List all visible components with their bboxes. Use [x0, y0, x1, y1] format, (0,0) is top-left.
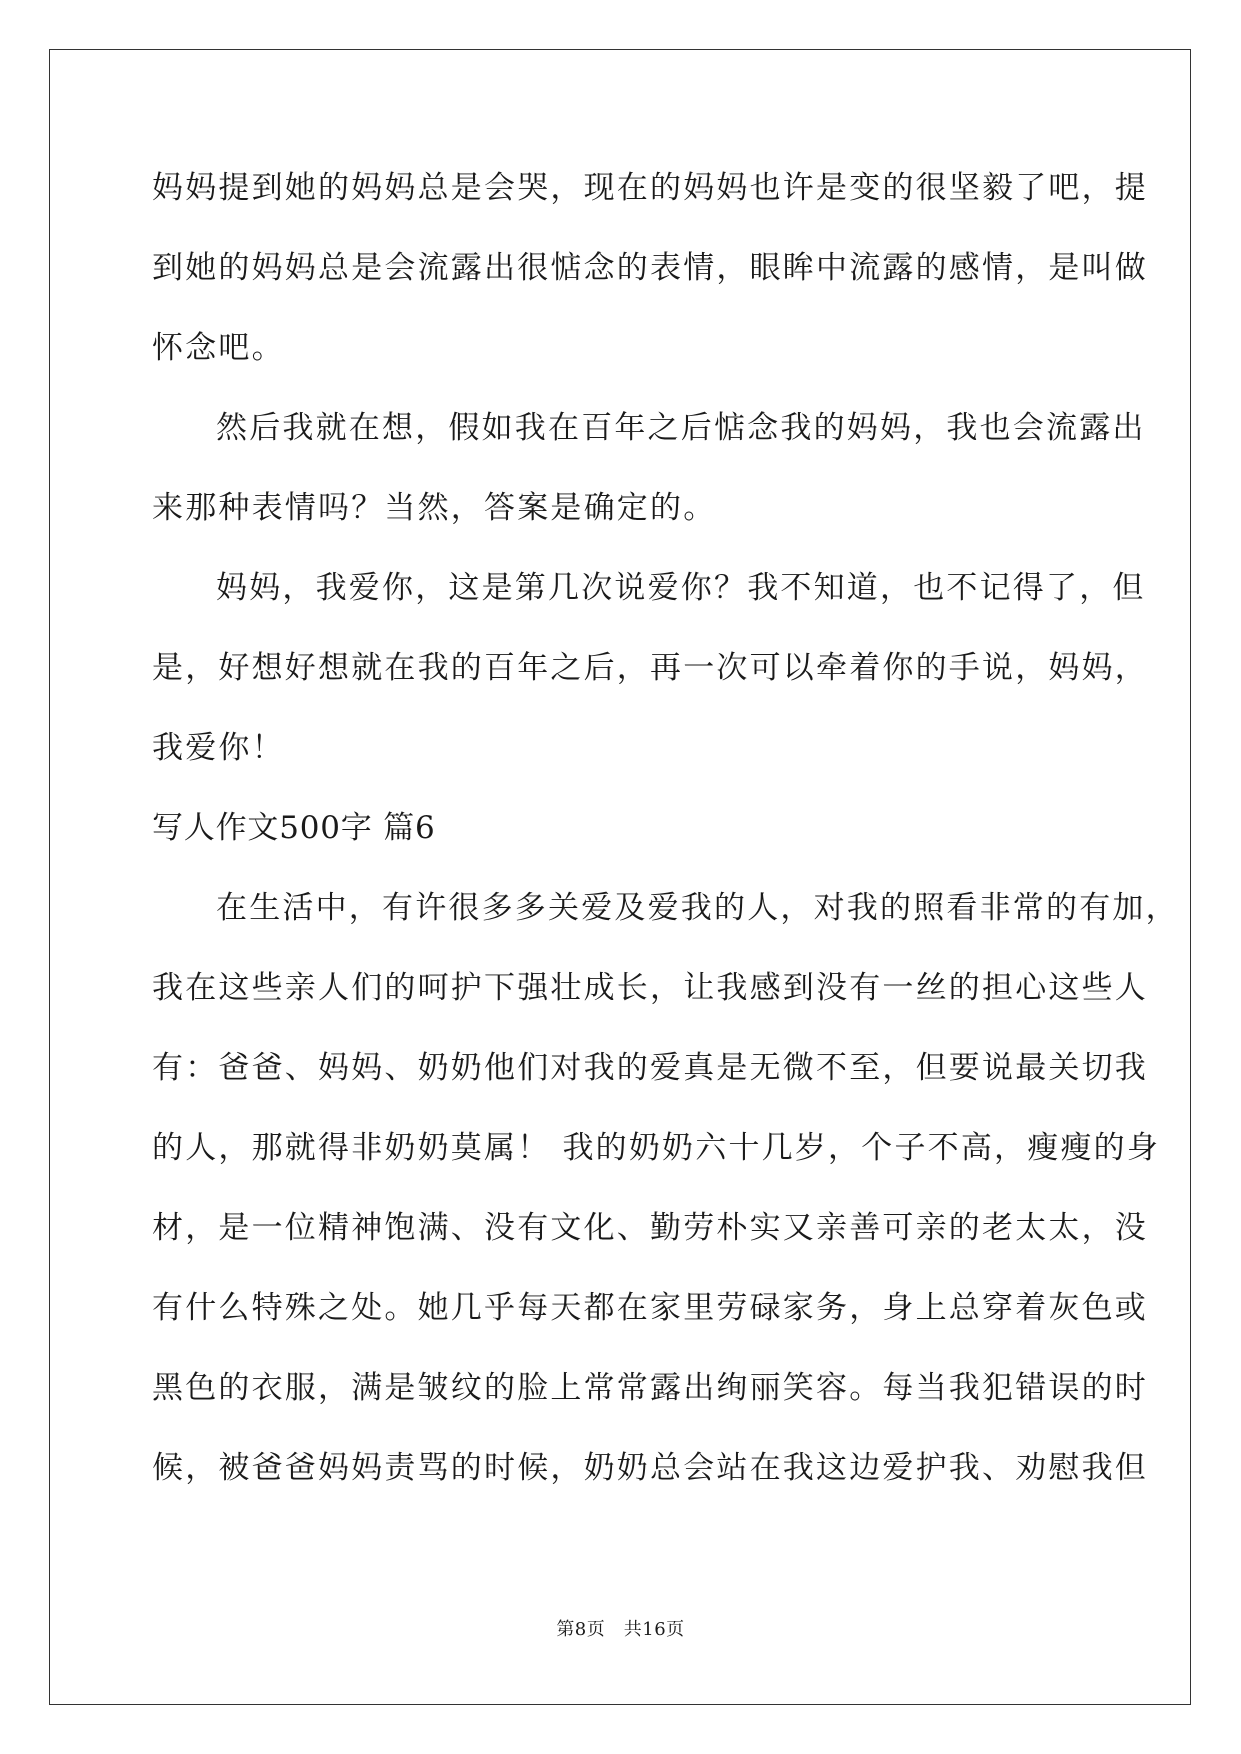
- text-line: 的人，那就得非奶奶莫属！ 我的奶奶六十几岁，个子不高，瘦瘦的身: [152, 1130, 1161, 1166]
- text-line: 来那种表情吗？当然，答案是确定的。: [152, 490, 717, 526]
- text-line: 怀念吧。: [152, 330, 285, 366]
- text-line: 候，被爸爸妈妈责骂的时候，奶奶总会站在我这边爱护我、劝慰我但: [152, 1450, 1148, 1486]
- text-line: 到她的妈妈总是会流露出很惦念的表情，眼眸中流露的感情，是叫做: [152, 250, 1148, 286]
- page-number-footer: 第8页 共16页: [556, 1619, 685, 1640]
- text-line: 我在这些亲人们的呵护下强壮成长，让我感到没有一丝的担心这些人: [152, 970, 1148, 1006]
- text-line: 我爱你！: [152, 730, 285, 766]
- section-heading: 写人作文500字 篇6: [152, 810, 436, 846]
- text-line: 妈妈提到她的妈妈总是会哭，现在的妈妈也许是变的很坚毅了吧，提: [152, 170, 1148, 206]
- text-line: 黑色的衣服，满是皱纹的脸上常常露出绚丽笑容。每当我犯错误的时: [152, 1370, 1148, 1406]
- document-body: [152, 160, 1179, 1520]
- text-line: 材，是一位精神饱满、没有文化、勤劳朴实又亲善可亲的老太太，没: [152, 1210, 1148, 1246]
- text-line: 有：爸爸、妈妈、奶奶他们对我的爱真是无微不至，但要说最关切我: [152, 1050, 1148, 1086]
- text-line: 然后我就在想，假如我在百年之后惦念我的妈妈，我也会流露出: [216, 410, 1146, 446]
- text-line: 在生活中，有许很多多关爱及爱我的人，对我的照看非常的有加，: [216, 890, 1179, 926]
- text-line: 妈妈，我爱你，这是第几次说爱你？我不知道，也不记得了，但: [216, 570, 1146, 606]
- text-line: 是，好想好想就在我的百年之后，再一次可以牵着你的手说，妈妈，: [152, 650, 1148, 686]
- text-line: 有什么特殊之处。她几乎每天都在家里劳碌家务，身上总穿着灰色或: [152, 1290, 1148, 1326]
